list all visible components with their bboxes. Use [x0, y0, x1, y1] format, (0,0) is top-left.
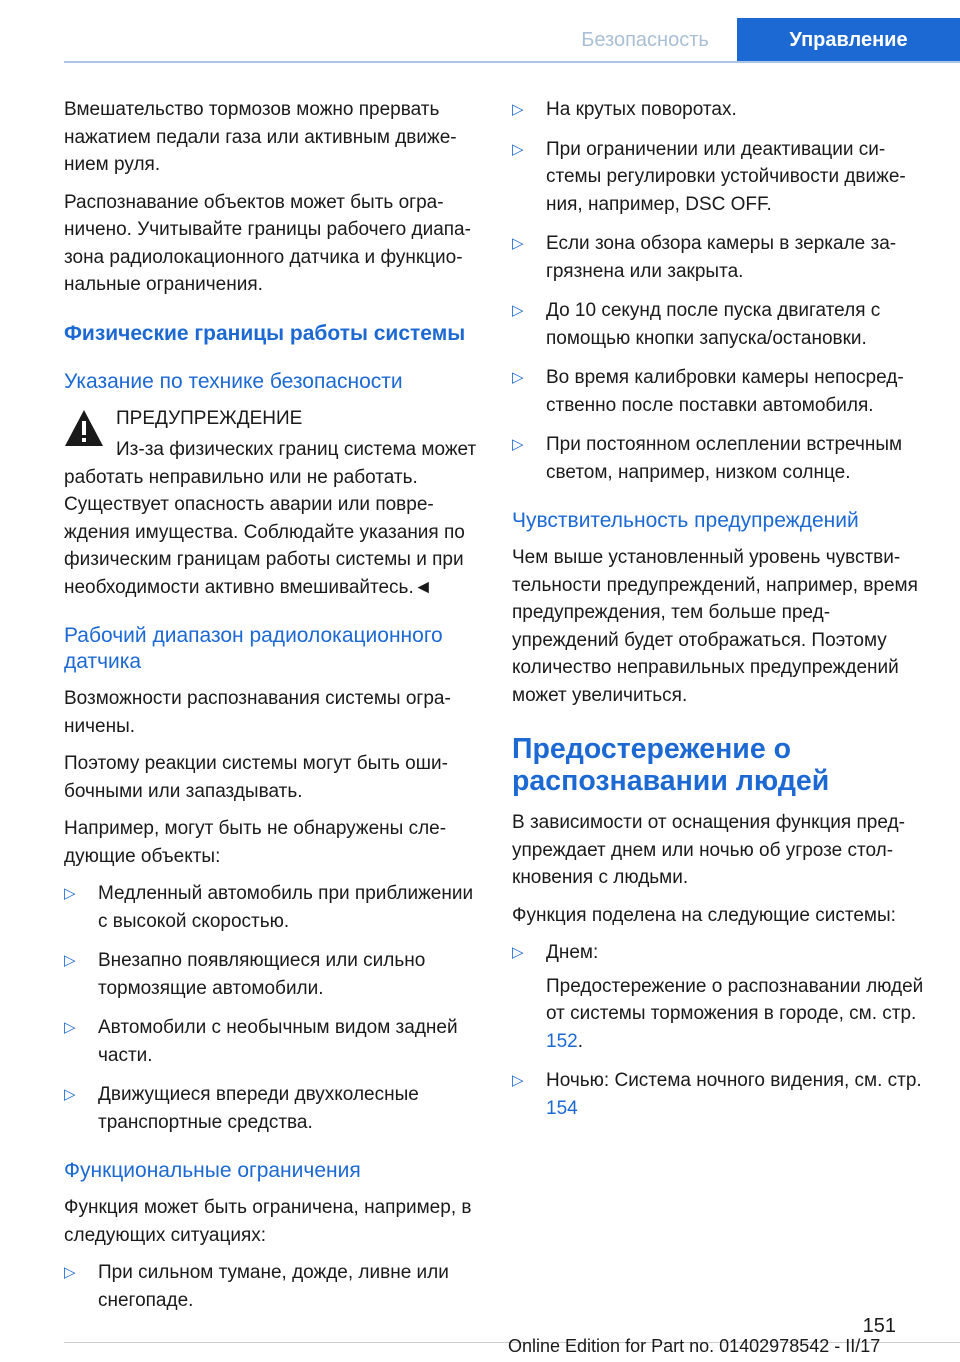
subsection-heading: Чувствительность предупреждений — [512, 509, 859, 532]
triangle-bullet-icon: ▷ — [512, 302, 524, 319]
situations-list-continued — [512, 96, 927, 486]
triangle-bullet-icon: ▷ — [512, 1072, 524, 1089]
paragraph: В зависимости от оснащения функция предупреждает днем или ночью об угрозе столкновения с людьми. — [512, 812, 905, 888]
subsection-heading: Рабочий диапазон радиолокационного датчика — [64, 624, 443, 673]
page-header — [0, 0, 960, 62]
list-item: ▷ Движущиеся впереди двухколесные транспортные средства. — [64, 1081, 479, 1136]
header-divider — [64, 61, 960, 63]
list-item: ▷ Внезапно появляющиеся или сильно тормозящие автомобили. — [64, 947, 479, 1002]
triangle-bullet-icon: ▷ — [512, 944, 524, 961]
list-item: ▷ При постоянном ослеплении встречным светом, например, низком солнце. — [512, 431, 927, 486]
triangle-bullet-icon: ▷ — [64, 952, 76, 969]
section-tab-safety: Безопасность — [581, 29, 709, 51]
day-description: Предостережение о распознавании людей от системы торможения в городе, см. стр. 152. — [546, 975, 924, 1052]
list-item: ▷ Автомобили с необычным видом задней части. — [64, 1014, 479, 1069]
warning-title: ПРЕДУПРЕЖДЕНИЕ — [116, 407, 303, 429]
systems-list — [512, 939, 927, 1122]
page-number: 151 — [862, 1315, 896, 1337]
triangle-bullet-icon: ▷ — [64, 1264, 76, 1281]
subsection-heading: Указание по технике безопасности — [64, 369, 403, 393]
right-column — [512, 96, 927, 1134]
chapter-heading: Предостережение о распознавании людей — [512, 733, 830, 797]
objects-list — [64, 880, 479, 1136]
triangle-bullet-icon: ▷ — [512, 101, 524, 118]
day-label: Днем: — [546, 942, 599, 963]
paragraph: Вмешательство тормозов можно прервать нажатием педали газа или активным движением руля. — [64, 99, 457, 175]
paragraph: Функция поделена на следующие системы: — [512, 904, 896, 926]
subsection-heading: Функциональные ограничения — [64, 1159, 361, 1182]
list-item: ▷ До 10 секунд после пуска двигателя с помощью кнопки запуска/остановки. — [512, 297, 927, 352]
list-item: ▷ Если зона обзора камеры в зеркале загрязнена или закрыта. — [512, 230, 927, 285]
warning-block — [64, 405, 479, 433]
list-item: ▷ Медленный автомобиль при приближении с высокой скоростью. — [64, 880, 479, 935]
list-item: ▷ На крутых поворотах. — [512, 96, 927, 124]
triangle-bullet-icon: ▷ — [512, 436, 524, 453]
triangle-bullet-icon: ▷ — [512, 235, 524, 252]
list-item — [512, 939, 927, 1055]
paragraph: Распознавание объектов может быть ограничено. Учитывайте границы рабочего диапазона радиолокационного датчика и функциональные ограничения. — [64, 191, 471, 295]
page-link-152[interactable]: 152 — [546, 1030, 578, 1052]
triangle-bullet-icon: ▷ — [64, 1086, 76, 1103]
list-item: ▷ При сильном тумане, дожде, ливне или снегопаде. — [64, 1259, 479, 1314]
triangle-bullet-icon: ▷ — [512, 140, 524, 158]
warning-triangle-icon — [64, 409, 104, 447]
paragraph: Возможности распознавания системы ограничены. — [64, 688, 451, 737]
paragraph: Функция может быть ограничена, например, в следующих ситуациях: — [64, 1197, 472, 1246]
list-item: ▷ Ночью: Система ночного видения, см. стр. 154 — [512, 1067, 927, 1122]
triangle-bullet-icon: ▷ — [64, 885, 76, 902]
paragraph: Чем выше установленный уровень чувствительности предупреждений, например, время предупреждения, тем больше предупреждений будет отображаться. Поэтому количество неправильных предупреждений может увеличиться. — [512, 547, 918, 706]
list-item: ▷ При ограничении или деактивации системы регулировки устойчивости движения, например, DSC OFF. — [512, 136, 927, 219]
list-item: ▷ Во время калибровки камеры непосредственно после поставки автомобиля. — [512, 364, 927, 419]
page-link-154[interactable]: 154 — [546, 1097, 578, 1119]
triangle-bullet-icon: ▷ — [64, 1019, 76, 1036]
left-column — [64, 96, 479, 1326]
triangle-bullet-icon: ▷ — [512, 369, 524, 386]
paragraph: Например, могут быть не обнаружены следующие объекты: — [64, 818, 447, 867]
situations-list — [64, 1259, 479, 1314]
section-heading: Физические границы работы системы — [64, 321, 466, 345]
section-tab-control: Управление — [737, 18, 960, 62]
edition-note: Online Edition for Part no. 01402978542 - II/17 — [508, 1336, 881, 1356]
warning-text: Из-за физических границ система может работать неправильно или не работать. Существует опасность аварии или повреждения имущества. Соблюдайте указания по физическим границам работы системы и при необходимости активно вмешивайтесь.◄ — [64, 439, 477, 598]
paragraph: Поэтому реакции системы могут быть ошибочными или запаздывать. — [64, 753, 448, 802]
